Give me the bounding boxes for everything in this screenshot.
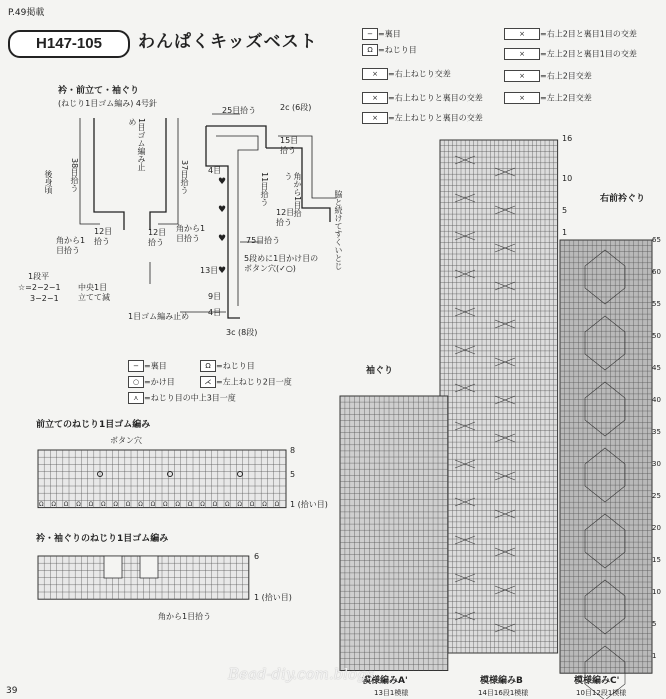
label-rib-stop-bottom: 1目ゴム編み止め	[128, 312, 190, 321]
main-row-5: 5	[562, 206, 568, 215]
scale-tick-label: 1	[652, 652, 657, 660]
label-pick-11: 11目拾う	[260, 172, 269, 207]
legend-top-item: =裏目	[378, 29, 401, 39]
label-corner-right: 角から1目拾う	[284, 172, 302, 218]
legend-cross-symbol: ×	[504, 70, 540, 82]
front-band-chart-title: 前立てのねじり1目ゴム編み	[36, 420, 151, 430]
schematic-subheading: (ねじり1目ゴム編み) 4号針	[58, 99, 157, 108]
legend-bottom-item: =ねじり目の中上3目一度	[144, 393, 236, 403]
collar-corner-note: 角から1目拾う	[158, 612, 212, 621]
twist-stitch-mark: Ω	[200, 501, 205, 508]
main-row-1: 1	[562, 228, 568, 237]
label-dec-title: 1段平	[28, 272, 50, 281]
twist-stitch-mark: Ω	[150, 501, 156, 508]
svg-text:♥: ♥	[218, 177, 227, 187]
twist-stitch-mark: Ω	[225, 501, 230, 508]
twist-stitch-mark: Ω	[237, 501, 242, 508]
collar-row-6: 6	[254, 552, 260, 561]
pattern-b-sub: 14目16段1模様	[478, 689, 529, 697]
pattern-c-label: 模様編みC'	[574, 676, 620, 686]
twist-stitch-mark: Ω	[63, 501, 69, 508]
legend-top-item: =右上2目と裏目1目の交差	[540, 29, 637, 39]
scale-tick-label: 25	[652, 492, 661, 500]
legend-top-item: =左上2目交差	[540, 93, 592, 103]
pattern-a-label: 模様編みA'	[362, 676, 408, 686]
scale-tick-label: 45	[652, 364, 661, 372]
scale-tick-label: 40	[652, 396, 661, 404]
front-band-row-1: 1 (拾い目)	[290, 500, 328, 509]
legend-cross-symbol: ×	[362, 112, 388, 124]
label-sew-side: 脇と続けてすくいとじ	[334, 190, 343, 270]
scale-tick-label: 10	[652, 588, 661, 596]
legend-bottom-item: =裏目	[144, 361, 167, 371]
legend-top-item: =左上ねじりと裏目の交差	[388, 113, 483, 123]
label-pick-12-left: 12目拾う	[94, 227, 113, 246]
source-reference: P.49掲載	[8, 8, 45, 18]
legend-cross-symbol: ×	[362, 92, 388, 104]
label-st-4-top: 4目	[208, 166, 222, 175]
legend-cross-symbol: ×	[504, 28, 540, 40]
scale-tick-label: 55	[652, 300, 661, 308]
scale-tick-label: 60	[652, 268, 661, 276]
label-st-9: 9目	[208, 292, 222, 301]
label-pick-75: 75目拾う	[246, 236, 281, 245]
twist-stitch-mark: Ω	[51, 501, 56, 508]
label-pick-37: 37目拾う	[180, 160, 189, 195]
twist-stitch-mark: Ω	[274, 501, 280, 508]
label-st-4-bottom: 4目	[208, 308, 222, 317]
scale-tick-label: 65	[652, 236, 661, 244]
label-rows-2c6: 2c (6段)	[280, 103, 312, 112]
label-pick-15: 15目拾う	[280, 136, 299, 155]
watermark: Bead-diy.com.blogs	[228, 665, 375, 683]
twist-stitch-mark: Ω	[101, 501, 106, 508]
pattern-code-badge: H147-105	[8, 30, 130, 58]
twist-stitch-mark: Ω	[249, 501, 255, 508]
front-band-row-5: 5	[290, 470, 296, 479]
svg-text:♥: ♥	[218, 266, 227, 276]
label-buttonhole-note: 5段めに1目かけ目のボタン穴(✓○)	[244, 254, 319, 273]
twist-stitch-mark: Ω	[262, 501, 267, 508]
svg-text:♥: ♥	[218, 234, 227, 244]
twist-stitch-mark: Ω	[113, 501, 118, 508]
label-dec-2: 3−2−1	[30, 294, 59, 303]
twist-stitch-mark: Ω	[187, 501, 193, 508]
twist-stitch-mark: Ω	[138, 501, 143, 508]
front-band-buttonhole-label: ボタン穴	[110, 436, 142, 445]
label-dec-1: ☆=2−2−1	[18, 283, 61, 292]
twist-stitch-mark: Ω	[163, 501, 168, 508]
label-corner-left: 角から1目拾う	[56, 236, 86, 255]
label-pick-12-mid: 12目拾う	[148, 228, 167, 247]
schematic-heading: 衿・前立て・袖ぐり	[58, 86, 140, 96]
scale-tick-label: 20	[652, 524, 661, 532]
legend-bottom-item: =ねじり目	[216, 361, 255, 371]
label-dec-center: 中央1目立てて減	[78, 283, 110, 302]
pattern-a-sub: 13目1模様	[374, 689, 409, 697]
legend-purl-symbol: −	[362, 28, 378, 40]
scale-tick-label: 30	[652, 460, 661, 468]
twist-stitch-mark: Ω	[125, 501, 131, 508]
legend-cross-symbol: ×	[504, 48, 540, 60]
twist-stitch-mark: Ω	[39, 501, 44, 508]
twist-stitch-mark: Ω	[76, 501, 81, 508]
main-row-10: 10	[562, 174, 573, 183]
front-band-row-8: 8	[290, 446, 296, 455]
legend-cross-symbol: ×	[504, 92, 540, 104]
page-number: 39	[6, 686, 18, 696]
legend-top-item: =右上ねじりと裏目の交差	[388, 93, 483, 103]
right-collar-label: 右前衿ぐり	[600, 194, 646, 204]
label-rib-stop-top: 1目ゴム編み止め	[128, 118, 146, 172]
legend-top-item: =右上2目交差	[540, 71, 592, 81]
pattern-b-label: 模様編みB	[480, 676, 523, 686]
right-row-scale	[652, 236, 666, 666]
collar-chart-title: 衿・袖ぐりのねじり1目ゴム編み	[36, 534, 169, 544]
svg-text:♥: ♥	[218, 205, 227, 215]
legend-top-item: =ねじり目	[378, 45, 417, 55]
main-row-16: 16	[562, 134, 573, 143]
legend-bottom-item: =かけ目	[144, 377, 175, 387]
legend-top-item: =左上2目と裏目1目の交差	[540, 49, 637, 59]
legend-bottom-item: =左上ねじり2目一度	[216, 377, 292, 387]
twist-stitch-mark: Ω	[88, 501, 94, 508]
twist-stitch-mark: Ω	[212, 501, 218, 508]
scale-tick-label: 15	[652, 556, 661, 564]
label-pick-25: 25目拾う	[222, 106, 257, 115]
pattern-c-sub: 10目12段1模様	[576, 689, 627, 697]
label-rows-3c8: 3c (8段)	[226, 328, 258, 337]
label-back-body: 後身頃	[44, 170, 53, 194]
legend-k2tog-symbol: ⋌	[200, 376, 216, 388]
scale-tick-label: 5	[652, 620, 657, 628]
grid-lines	[560, 240, 652, 673]
label-corner-mid: 角から1目拾う	[176, 224, 206, 243]
legend-twist-symbol: Ω	[362, 44, 378, 56]
legend-yarnover-symbol: ○	[128, 376, 144, 388]
legend-cross-symbol: ×	[362, 68, 388, 80]
twist-stitch-mark: Ω	[175, 501, 180, 508]
legend-cdd-symbol: ⋏	[128, 392, 144, 404]
label-st-13: 13目	[200, 266, 219, 275]
legend-top-item: =右上ねじり交差	[388, 69, 451, 79]
armhole-label: 袖ぐり	[366, 366, 394, 376]
legend-purl-symbol: −	[128, 360, 144, 372]
collar-row-1: 1 (拾い目)	[254, 593, 292, 602]
scale-tick-label: 50	[652, 332, 661, 340]
page-title: わんぱくキッズベスト	[138, 32, 318, 52]
legend-twist-symbol: Ω	[200, 360, 216, 372]
scale-tick-label: 35	[652, 428, 661, 436]
label-pick-12-right: 12目拾う	[276, 208, 295, 227]
label-back-38: 38目拾う	[70, 158, 79, 193]
